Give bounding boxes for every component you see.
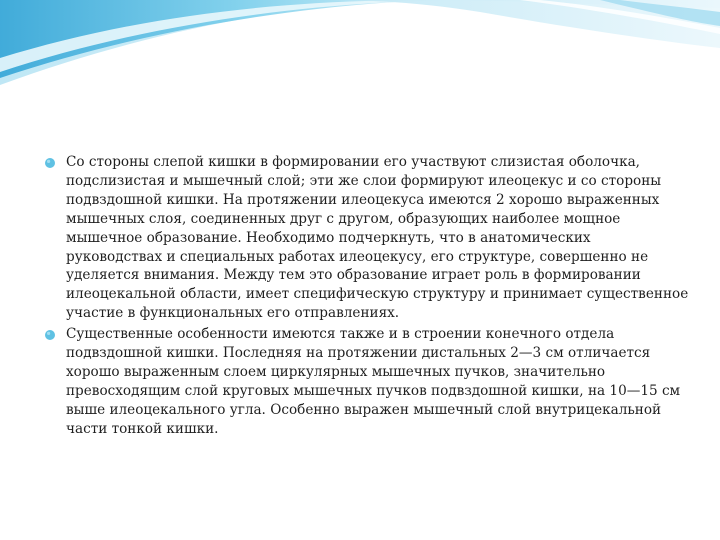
filled-circle-bullet-icon <box>44 157 56 169</box>
bullet-text: Существенные особенности имеются также и в строении конечного отдела подвздошной кишки. Последняя на протяжении дистальных 2—3 см отличается хорошо выраженным слоем циркулярных мышечных пучков, значительно превосходящим слой круговых мышечных пучков подвздошной кишки, на 10—15 см выше илеоцекального угла. Особенно выражен мышечный слой внутрицекальной части тонкой кишки. <box>66 326 681 437</box>
slide-content <box>40 153 690 441</box>
bullet-item <box>40 325 690 438</box>
bullet-item <box>40 153 690 323</box>
bullet-list <box>40 153 690 439</box>
bullet-text: Со стороны слепой кишки в формировании его участвуют слизистая оболочка, подслизистая и мышечный слой; эти же слои формируют илеоцекус и со стороны подвздошной кишки. На протяжении илеоцекуса имеются 2 хорошо выраженных мышечных слоя, соединенных друг с другом, образующих наиболее мощное мышечное образование. Необходимо подчеркнуть, что в анатомических руководствах и специальных работах илеоцекусу, его структуре, совершенно не уделяется внимания. Между тем это образование играет роль в формировании илеоцекальной области, имеет специфическую структуру и принимает существенное участие в функциональных его отправлениях. <box>66 154 689 322</box>
header-swoosh-decoration <box>0 0 720 120</box>
filled-circle-bullet-icon <box>44 329 56 341</box>
